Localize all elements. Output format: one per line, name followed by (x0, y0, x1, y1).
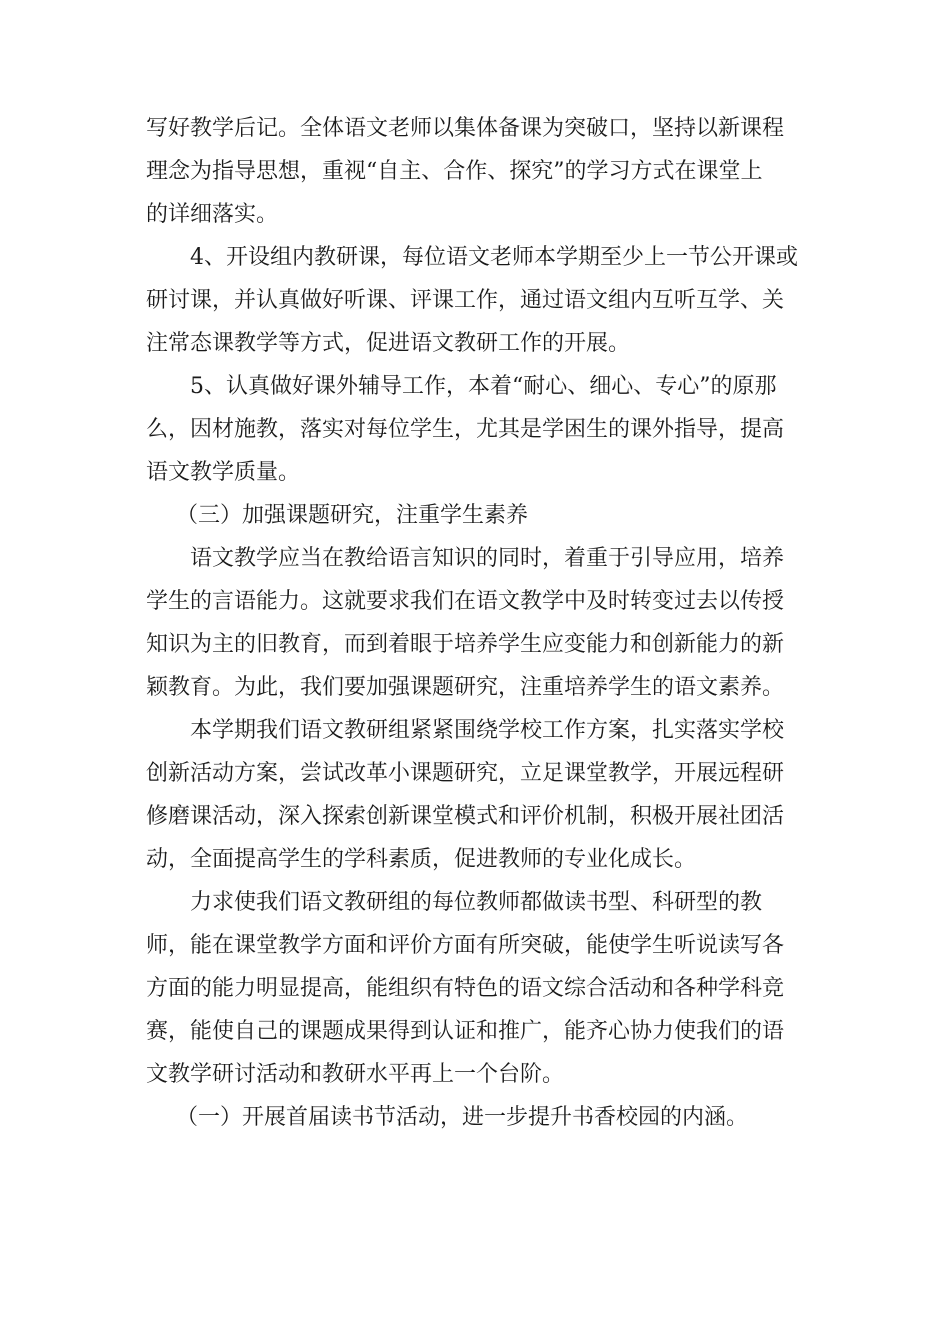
text-line: 本学期我们语文教研组紧紧围绕学校工作方案，扎实落实学校 (190, 718, 785, 743)
document-body (146, 107, 806, 1139)
text-line: 知识为主的旧教育，而到着眼于培养学生应变能力和创新能力的新 (146, 632, 785, 657)
text-line: 颖教育。为此，我们要加强课题研究，注重培养学生的语文素养。 (146, 675, 785, 700)
text-line: 创新活动方案，尝试改革小课题研究，立足课堂教学，开展远程研 (146, 761, 785, 786)
text-line: 师，能在课堂教学方面和评价方面有所突破，能使学生听说读写各 (146, 933, 785, 958)
text-line: 理念为指导思想，重视“自主、合作、探究”的学习方式在课堂上 (146, 159, 763, 184)
text-line: 5、认真做好课外辅导工作，本着“耐心、细心、专心”的原那 (190, 374, 777, 399)
text-line: 语文教学应当在教给语言知识的同时，着重于引导应用，培养 (190, 546, 785, 571)
text-line: 文教学研讨活动和教研水平再上一个台阶。 (146, 1062, 565, 1087)
text-line: 学生的言语能力。这就要求我们在语文教学中及时转变过去以传授 (146, 589, 785, 614)
text-line: 的详细落实。 (146, 202, 279, 227)
section-heading: （一）开展首届读书节活动，进一步提升书香校园的内涵。 (176, 1105, 749, 1130)
text-line: 修磨课活动，深入探索创新课堂模式和评价机制，积极开展社团活 (146, 804, 785, 829)
text-line: 动，全面提高学生的学科素质，促进教师的专业化成长。 (146, 847, 697, 872)
text-line: 研讨课，并认真做好听课、评课工作，通过语文组内互听互学、关 (146, 288, 785, 313)
text-line: 写好教学后记。全体语文老师以集体备课为突破口，坚持以新课程 (146, 116, 785, 141)
text-line: 语文教学质量。 (146, 460, 301, 485)
text-line: 赛，能使自己的课题成果得到认证和推广，能齐心协力使我们的语 (146, 1019, 785, 1044)
section-heading: （三）加强课题研究，注重学生素养 (176, 503, 529, 528)
text-line: 方面的能力明显提高，能组织有特色的语文综合活动和各种学科竞 (146, 976, 785, 1001)
text-line: 注常态课教学等方式，促进语文教研工作的开展。 (146, 331, 631, 356)
text-line: 力求使我们语文教研组的每位教师都做读书型、科研型的教 (190, 890, 763, 915)
text-line: 么，因材施教，落实对每位学生，尤其是学困生的课外指导，提高 (146, 417, 785, 442)
text-line: 4、开设组内教研课，每位语文老师本学期至少上一节公开课或 (190, 245, 798, 270)
